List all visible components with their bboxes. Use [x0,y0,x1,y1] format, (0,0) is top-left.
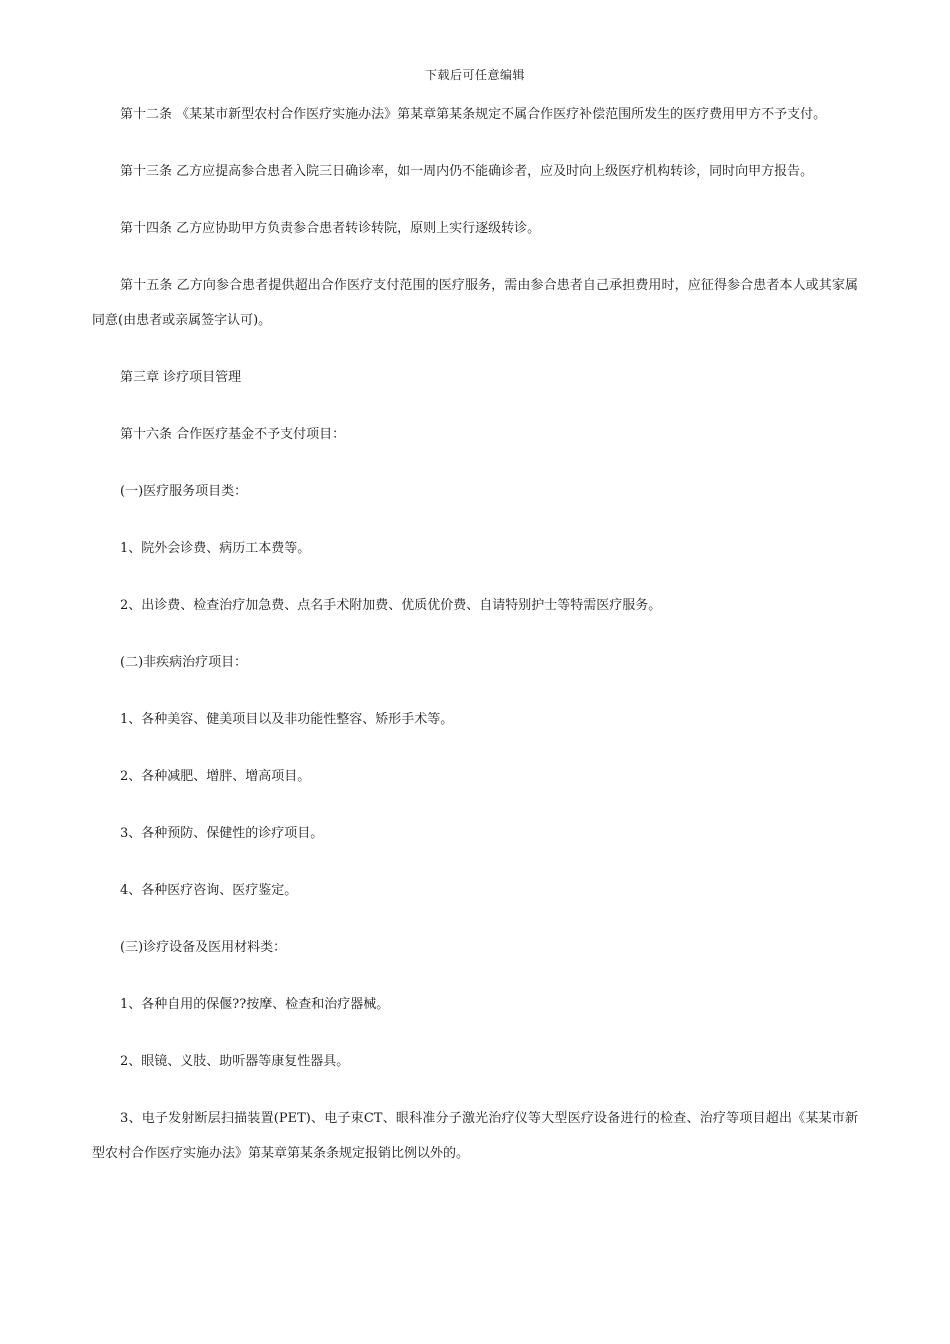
section-3-heading: (三)诊疗设备及医用材料类： [120,940,287,955]
section-3-item-2: 2、眼镜、义肢、助听器等康复性器具。 [120,1054,350,1069]
section-3-item-1: 1、各种自用的保偃??按摩、检查和治疗器械。 [120,997,390,1012]
section-1-heading: (一)医疗服务项目类： [120,484,248,499]
section-2-item-1: 1、各种美容、健美项目以及非功能性整容、矫形手术等。 [120,712,454,727]
article-13: 第十三条 乙方应提高参合患者入院三日确诊率，如一周内仍不能确诊者，应及时向上级医疗机构转诊，同时向甲方报告。 [120,164,814,179]
section-2-item-2: 2、各种减肥、增胖、增高项目。 [120,769,311,784]
article-14: 第十四条 乙方应协助甲方负责参合患者转诊转院，原则上实行逐级转诊。 [120,221,541,236]
section-1-item-2: 2、出诊费、检查治疗加急费、点名手术附加费、优质优价费、自请特别护士等特需医疗服务。 [120,598,662,613]
article-12: 第十二条 《某某市新型农村合作医疗实施办法》第某章第某条规定不属合作医疗补偿范围所发生的医疗费用甲方不予支付。 [120,107,827,122]
section-2-heading: (二)非疾病治疗项目： [120,655,248,670]
section-2-item-3: 3、各种预防、保健性的诊疗项目。 [120,826,324,841]
page-header: 下载后可任意编辑 [424,68,525,82]
chapter-3-heading: 第三章 诊疗项目管理 [120,370,242,385]
section-2-item-4: 4、各种医疗咨询、医疗鉴定。 [120,883,298,898]
section-1-item-1: 1、院外会诊费、病历工本费等。 [120,541,311,556]
article-16: 第十六条 合作医疗基金不予支付项目： [120,427,346,442]
article-15: 第十五条 乙方向参合患者提供超出合作医疗支付范围的医疗服务，需由参合患者自己承担费用时，应征得参合患者本人或其家属同意(由患者或亲属签字认可)。 [92,278,858,328]
document-body [92,97,858,1171]
section-3-item-3: 3、电子发射断层扫描装置(PET)、电子束CT、眼科准分子激光治疗仪等大型医疗设备进行的检查、治疗等项目超出《某某市新型农村合作医疗实施办法》第某章第某条条规定报销比例以外的。 [92,1111,858,1161]
